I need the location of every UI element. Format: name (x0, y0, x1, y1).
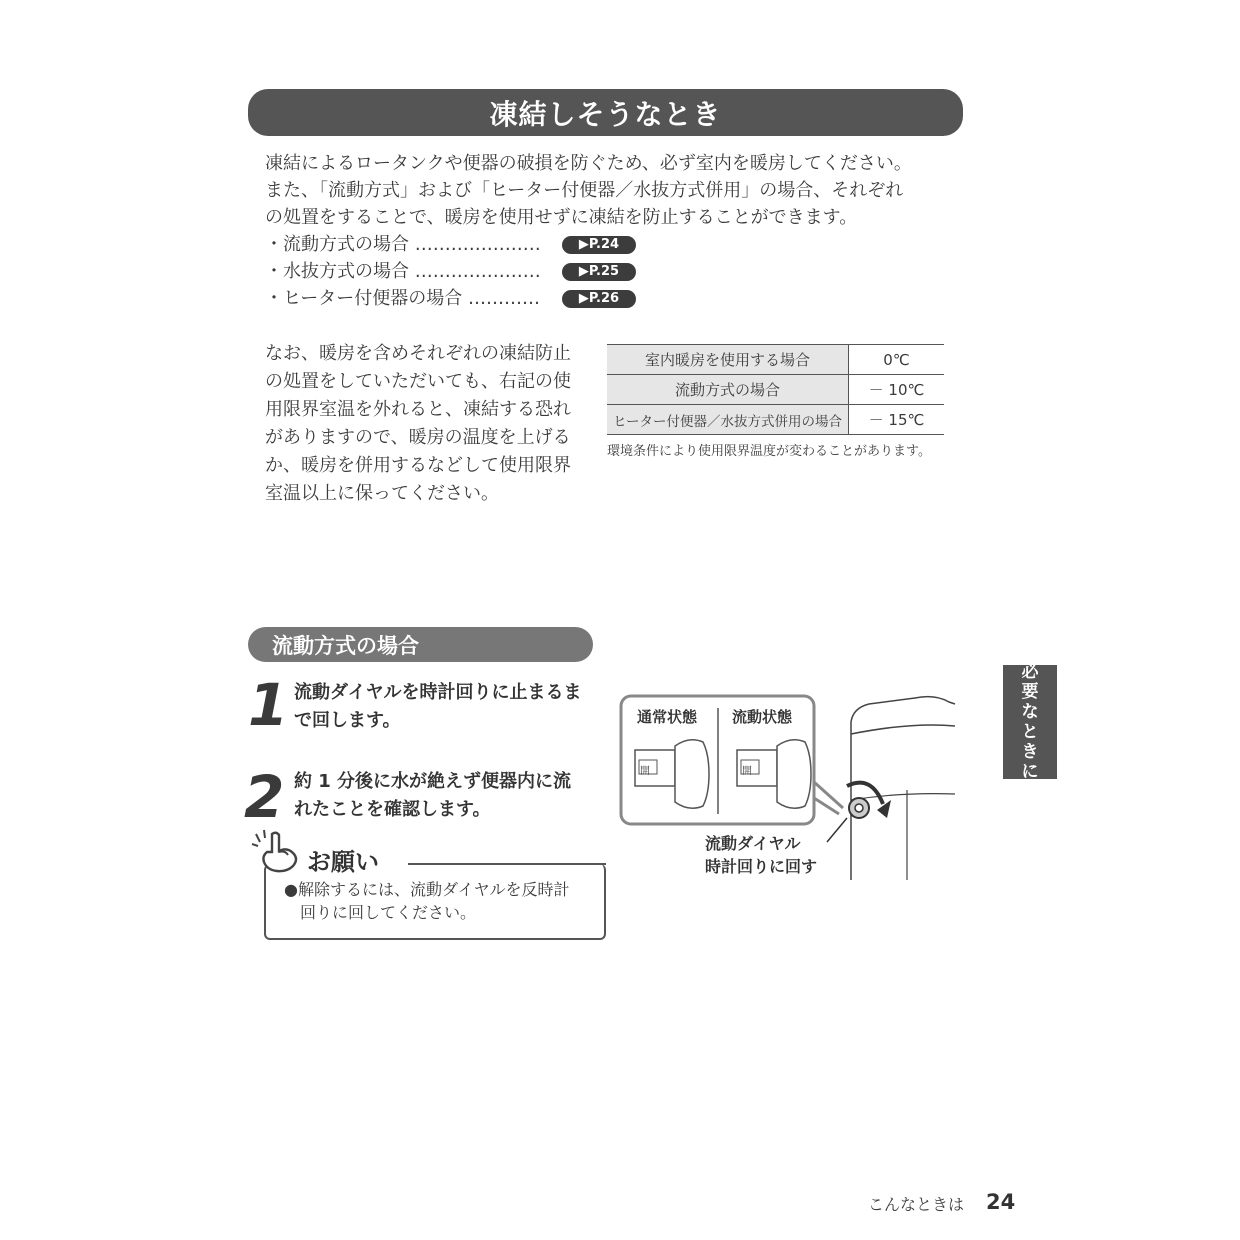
note-line: の処置をしていただいても、右記の使 (265, 371, 571, 392)
side-tab-char: き (1021, 742, 1039, 762)
step-line: 流動ダイヤルを時計回りに止まるま (294, 682, 582, 703)
table-cell-label: 流動方式の場合 (607, 375, 849, 405)
table-note: 環境条件により使用限界温度が変わることがあります。 (607, 444, 931, 459)
request-line: 回りに回してください。 (284, 903, 477, 922)
side-tab-char: に (1021, 762, 1039, 782)
step-line: 約 1 分後に水が絶えず便器内に流 (294, 771, 572, 792)
table-cell-label: ヒーター付便器／水抜方式併用の場合 (607, 405, 849, 435)
note-line: 用限界室温を外れると、凍結する恐れ (265, 399, 571, 420)
section-title: 流動方式の場合 (248, 627, 593, 662)
page-title: 凍結しそうなとき (248, 89, 963, 136)
request-title: お願い (307, 842, 387, 877)
note-line: なお、暖房を含めそれぞれの凍結防止 (265, 343, 571, 364)
request-box-top-line (408, 863, 606, 865)
intro-section (265, 150, 955, 312)
dial-instruction-label (705, 832, 817, 878)
side-tab-char: 要 (1021, 682, 1039, 702)
pointing-hand-icon (248, 828, 306, 874)
dial-label-line: 流動ダイヤル (705, 834, 801, 853)
footer-section-name: こんなときは (868, 1195, 965, 1214)
page-link-p26[interactable]: ▶P.26 (562, 290, 636, 308)
reference-row (265, 231, 955, 258)
step-number: 2 (244, 763, 285, 831)
reference-label: ・水抜方式の場合 ………………… (265, 261, 541, 282)
step-2-text (294, 768, 604, 824)
caution-note (265, 340, 595, 508)
table-cell-value: 0℃ (849, 345, 945, 375)
reference-label: ・流動方式の場合 ………………… (265, 234, 541, 255)
note-line: がありますので、暖房の温度を上げる (265, 427, 571, 448)
step-1-text (294, 679, 604, 735)
reference-label: ・ヒーター付便器の場合 ………… (265, 288, 541, 309)
flow-state-label: 流動状態 (732, 708, 793, 726)
step-number: 1 (248, 671, 289, 739)
page-link-p24[interactable]: ▶P.24 (562, 236, 636, 254)
table-cell-value: － 15℃ (849, 405, 945, 435)
request-text (284, 878, 594, 924)
side-tab-char: な (1021, 702, 1039, 722)
step-line: で回します。 (294, 710, 401, 731)
table-row (607, 375, 944, 405)
chapter-side-tab[interactable] (1003, 662, 1057, 782)
note-line: 室温以上に保ってください。 (265, 483, 499, 504)
dial-label-line: 時計回りに回す (705, 857, 818, 876)
page-link-p25[interactable]: ▶P.25 (562, 263, 636, 281)
note-line: か、暖房を併用するなどして使用限界 (265, 455, 571, 476)
reference-row (265, 285, 955, 312)
table-row (607, 405, 944, 435)
table-cell-value: － 10℃ (849, 375, 945, 405)
request-line: ●解除するには、流動ダイヤルを反時計 (284, 880, 570, 899)
table-row (607, 345, 944, 375)
side-tab-char: と (1021, 722, 1039, 742)
intro-line: 凍結によるロータンクや便器の破損を防ぐため、必ず室内を暖房してください。 (265, 153, 912, 174)
dial-mark-normal: 開 (640, 766, 650, 777)
intro-line: の処置をすることで、暖房を使用せずに凍結を防止することができます。 (265, 207, 858, 228)
normal-state-label: 通常状態 (637, 708, 698, 726)
table-cell-label: 室内暖房を使用する場合 (607, 345, 849, 375)
step-line: れたことを確認します。 (294, 799, 491, 820)
temperature-limit-table (607, 344, 944, 435)
reference-row (265, 258, 955, 285)
intro-line: また、「流動方式」および「ヒーター付便器／水抜方式併用」の場合、それぞれ (265, 180, 904, 201)
page-number: 24 (986, 1190, 1016, 1214)
dial-mark-flow: 開 (742, 766, 752, 777)
side-tab-char: 必 (1021, 662, 1039, 682)
